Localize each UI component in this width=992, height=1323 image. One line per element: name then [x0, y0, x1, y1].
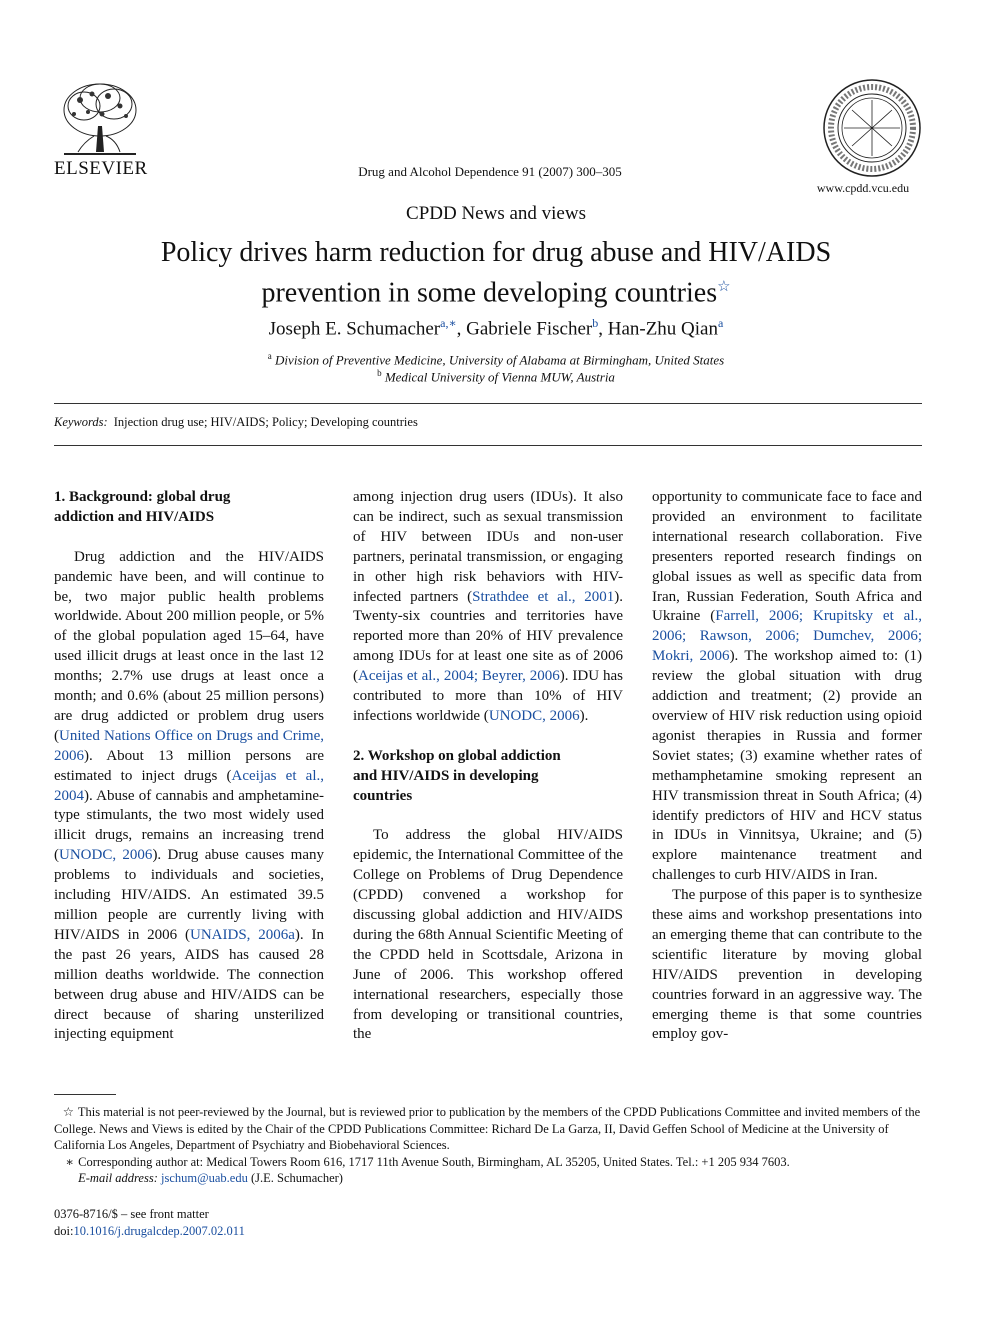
- paragraph: [652, 886, 922, 1045]
- author-name: Han-Zhu Qian: [607, 318, 718, 340]
- section-2-heading: [353, 747, 623, 807]
- article-title: [120, 236, 872, 310]
- paragraph-text: opportunity to communicate face to face and provided an environment to facilitate international research collaboration. Five presenters reported research findings on global issues as well as specific data from Iran, Russian Federation, South Africa and Ukraine (: [652, 489, 922, 625]
- section-kicker: CPDD News and views: [406, 203, 586, 224]
- author-name: Gabriele Fischer: [466, 318, 593, 340]
- keywords-text: Injection drug use; HIV/AIDS; Policy; Developing countries: [113, 415, 418, 429]
- body-column-1: [54, 488, 324, 1045]
- paragraph: [353, 488, 623, 727]
- keywords: [54, 415, 418, 430]
- paragraph: [54, 548, 324, 1046]
- email-owner: (J.E. Schumacher): [250, 1171, 343, 1185]
- footnote-text: Corresponding author at: Medical Towers Room 616, 1717 11th Avenue South, Birmingham, AL 35205, United States. Tel.: +1 205 934 7603.: [78, 1155, 790, 1169]
- paragraph: [652, 488, 922, 886]
- title-line-2: prevention in some developing countries: [261, 277, 718, 309]
- paragraph-text: ).: [579, 707, 589, 724]
- citation-link[interactable]: United Nations Office on Drugs and Crime, 2006: [54, 727, 324, 764]
- paragraph-text: To address the global HIV/AIDS epidemic, the International Committee of the College on Problems of Drug Dependence (CPDD) convened a workshop for discussing global addiction and HIV/AIDS during the 68th Annual Scientific Meeting of the CPDD held in Scottsdale, Arizona in June of 2006. This workshop offered international researchers, especially those from developing or transitional countries, the: [353, 827, 623, 1043]
- doi-line: [54, 1224, 245, 1239]
- author-affiliation-sup[interactable]: a,∗: [440, 316, 457, 330]
- email-label: E-mail address:: [78, 1171, 158, 1185]
- footnote-mark: ☆: [62, 1105, 74, 1119]
- paragraph-text: ). Twenty-six countries and territories have reported more than 20% of HIV prevalence among IDUs for at least one site as of 2006 (: [353, 588, 624, 685]
- citation-link[interactable]: UNAIDS, 2006a: [190, 926, 295, 943]
- footnote-mark: ∗: [65, 1155, 74, 1169]
- citation-link[interactable]: Strathdee et al., 2001: [472, 588, 615, 605]
- paragraph-text: among injection drug users (IDUs). It also can be indirect, such as sexual transmission of HIV between IDUs and non-user partners, perinatal transmission, or engaging in other high risk behaviors with HIV-infected partners (: [353, 489, 623, 605]
- journal-citation: Drug and Alcohol Dependence 91 (2007) 300–305: [358, 164, 622, 179]
- footnote-star: [54, 1104, 922, 1154]
- citation-link[interactable]: UNODC, 2006: [59, 847, 153, 864]
- author-list: Joseph E. Schumacher$^{a,∗}$, Gabriele Fischer$^b$, Han-Zhu Qian$^a$: [268, 316, 724, 340]
- keywords-top-rule: [54, 403, 922, 404]
- title-footnote-star[interactable]: ☆: [717, 279, 731, 295]
- publisher-name: ELSEVIER: [54, 158, 148, 179]
- email-link[interactable]: jschum@uab.edu: [161, 1171, 248, 1185]
- section-1-heading-line: addiction and HIV/AIDS: [54, 508, 215, 525]
- affiliation-a: [0, 351, 992, 368]
- section-2-heading-line: and HIV/AIDS in developing: [353, 767, 539, 784]
- keywords-bottom-rule: [54, 445, 922, 446]
- footnote-email: [54, 1170, 922, 1187]
- affiliation-text: Medical University of Vienna MUW, Austria: [384, 369, 615, 385]
- front-matter: 0376-8716/$ – see front matter: [54, 1207, 209, 1221]
- citation-link[interactable]: Aceijas et al., 2004: [54, 767, 324, 804]
- body-column-2: [353, 488, 623, 1045]
- paragraph-text: ). In the past 26 years, AIDS has caused 28 million deaths worldwide. The connection between drug abuse and HIV/AIDS can be direct because of sharing unsterilized injecting equipment: [54, 926, 324, 1043]
- paragraph: [353, 826, 623, 1045]
- paragraph-text: ). About 13 million persons are estimated to inject drugs (: [54, 747, 324, 784]
- doi-label: doi:: [54, 1224, 74, 1238]
- section-1-heading: [54, 488, 324, 528]
- paragraph-text: ). Abuse of cannabis and amphetamine-type stimulants, the two most widely used illicit drugs, remains an increasing trend (: [54, 787, 324, 864]
- paragraph-text: Drug addiction and the HIV/AIDS pandemic have been, and will continue to be, two major public health problems worldwide. About 200 million people, or 5% of the global population aged 15–64, have used illicit drugs at least once in the last 12 months; 2.7% use drugs at least once a month; and 0.6% (about 25 million persons) are drug addicted or problem drug users (: [54, 548, 324, 744]
- affiliation-b: [0, 368, 992, 385]
- body-column-3: [652, 488, 922, 1045]
- section-2-heading-line: countries: [353, 787, 413, 804]
- paragraph-text: ). IDU has contributed to more than 10% of HIV infections worldwide (: [353, 668, 623, 724]
- citation-link[interactable]: Farrell, 2006; Krupitsky et al., 2006; Rawson, 2006; Dumchev, 2006; Mokri, 2006: [652, 608, 922, 665]
- citation-link[interactable]: UNODC, 2006: [488, 707, 580, 724]
- author-affiliation-sup[interactable]: a: [718, 316, 724, 330]
- affiliation-mark: b: [377, 368, 382, 378]
- footnote-corresponding: [54, 1154, 922, 1171]
- doi-link[interactable]: 10.1016/j.drugalcdep.2007.02.011: [73, 1224, 245, 1238]
- footnote-rule: [54, 1094, 116, 1095]
- citation-link[interactable]: Aceijas et al., 2004; Beyrer, 2006: [358, 668, 560, 685]
- cpdd-seal-logo: [822, 78, 922, 178]
- paragraph-text: ). The workshop aimed to: (1) review the global situation with drug addiction and treatment; (2) provide an overview of HIV risk reduction using opioid agonist therapies in Russia and former Soviet states; (3) examine whether rates of methamphetamine smoking represent an HIV transmission threat in South Africa; (4) identify predictors of HIV and HCV status in IDUs in Vinnitsya, Ukraine; and (5) explore maintenance treatment and challenges to curb HIV/AIDS in Iran.: [652, 648, 923, 884]
- affiliation-text: Division of Preventive Medicine, University of Alabama at Birmingham, United States: [275, 352, 725, 368]
- author-affiliation-sup[interactable]: b: [592, 316, 599, 330]
- keywords-label: Keywords:: [54, 415, 108, 429]
- paragraph-text: The purpose of this paper is to synthesize these aims and workshop presentations into an emerging theme that can contribute to the scientific literature by moving global HIV/AIDS prevention in developing countries forward in an aggressive way. The emerging theme is that some countries employ gov-: [652, 887, 922, 1043]
- section-2-heading-line: 2. Workshop on global addiction: [353, 747, 561, 764]
- footnote-text: This material is not peer-reviewed by the Journal, but is reviewed prior to publication by the members of the CPDD Publications Committee and invited members of the College. News and Views is edited by the Chair of the CPDD Publications Committee: Richard De La Garza, II, David Geffen School of Medicine at the University of California Los Angeles, Department of Psychiatry and Biobehavioral Sciences.: [54, 1105, 921, 1152]
- author-name: Joseph E. Schumacher: [268, 318, 441, 340]
- cpdd-url[interactable]: www.cpdd.vcu.edu: [816, 181, 910, 195]
- section-1-heading-line: 1. Background: global drug: [54, 489, 231, 505]
- title-line-1: Policy drives harm reduction for drug abuse and HIV/AIDS: [160, 237, 832, 268]
- paragraph-text: ). Drug abuse causes many problems to individuals and societies, including HIV/AIDS. An estimated 39.5 million people are currently living with HIV/AIDS in 2006 (: [54, 847, 324, 943]
- affiliation-mark: a: [267, 351, 272, 361]
